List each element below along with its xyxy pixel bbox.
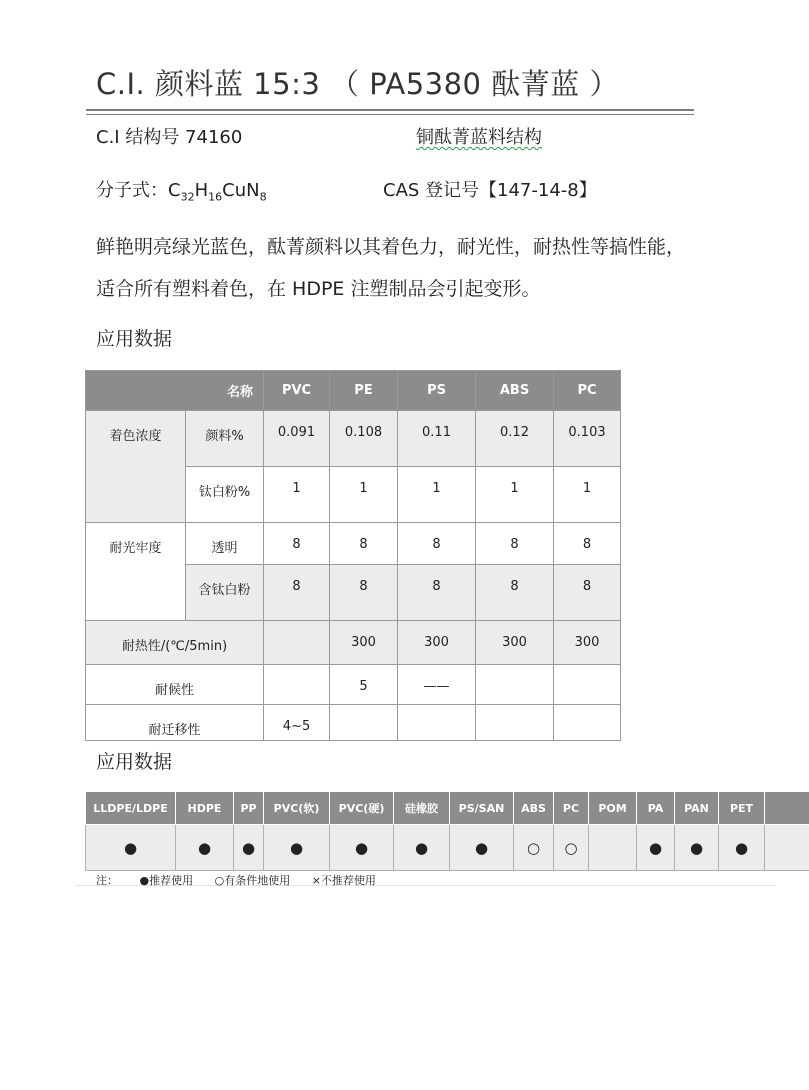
section-title-2: 应用数据 [96, 751, 173, 773]
table-cell [264, 665, 330, 705]
legend-not-recommended: ×不推荐使用 [311, 874, 376, 887]
formula-h-sub: 16 [208, 190, 223, 204]
formula-c: C [168, 180, 181, 201]
formula-cu: Cu [222, 180, 247, 201]
header-name: 名称 [86, 371, 264, 411]
table-cell [765, 825, 809, 871]
table-cell: ● [637, 825, 675, 871]
header-cell: LLDPE/LDPE [86, 792, 176, 825]
table-cell: 8 [264, 523, 330, 565]
table-cell: 0.091 [264, 411, 330, 467]
table-cell: 1 [476, 467, 554, 523]
header-cell: PVC [264, 371, 330, 411]
table-cell: 300 [554, 621, 621, 665]
table-cell: 8 [476, 565, 554, 621]
table-row [86, 825, 809, 871]
formula-prefix: 分子式： [96, 180, 168, 201]
table-cell: 0.108 [330, 411, 398, 467]
pigment-label: 颜料% [186, 411, 264, 467]
molecular-formula [96, 176, 267, 204]
page-title: C.I. 颜料蓝 15:3 （ PA5380 酞菁蓝 ） [96, 67, 619, 101]
table-cell: 1 [398, 467, 476, 523]
header-cell: PE [330, 371, 398, 411]
table-cell: 0.12 [476, 411, 554, 467]
applicability-table [85, 791, 809, 871]
legend-note [96, 872, 394, 888]
table-cell: 8 [330, 523, 398, 565]
table-cell [264, 621, 330, 665]
header-cell: POM [589, 792, 637, 825]
table-cell: 5 [330, 665, 398, 705]
structure-label: 铜酞菁蓝料结构 [416, 127, 542, 148]
heat-label: 耐热性/(℃/5min) [86, 621, 264, 665]
table-cell [398, 705, 476, 741]
table-cell: ● [234, 825, 264, 871]
table-cell [554, 705, 621, 741]
table-cell: 4~5 [264, 705, 330, 741]
table-cell: 8 [554, 565, 621, 621]
table-cell: ● [675, 825, 719, 871]
table-cell: ● [176, 825, 234, 871]
table-cell: 8 [398, 565, 476, 621]
table-cell [554, 665, 621, 705]
performance-table [85, 370, 621, 741]
table-cell [476, 705, 554, 741]
table-cell: 8 [398, 523, 476, 565]
table-row [86, 665, 621, 705]
table-cell: ○ [514, 825, 554, 871]
table-row [86, 523, 621, 565]
formula-c-sub: 32 [180, 190, 195, 204]
header-cell: ABS [476, 371, 554, 411]
header-cell: PAN [675, 792, 719, 825]
table-cell: 1 [264, 467, 330, 523]
table-cell: 8 [476, 523, 554, 565]
description: 鲜艳明亮绿光蓝色，酞菁颜料以其着色力，耐光性，耐热性等搞性能，适合所有塑料着色，在 HDPE 注塑制品会引起变形。 [96, 236, 686, 300]
weather-label: 耐候性 [86, 665, 264, 705]
table-cell: ● [719, 825, 765, 871]
header-cell: PS/SAN [450, 792, 514, 825]
cas-number: CAS 登记号【147-14-8】 [383, 180, 597, 201]
header-cell: PC [554, 371, 621, 411]
table-cell: ● [450, 825, 514, 871]
table-row [86, 621, 621, 665]
title-divider-thin [86, 114, 694, 115]
with-tio2-label: 含钛白粉 [186, 565, 264, 621]
header-cell: PVC(硬) [330, 792, 394, 825]
formula-n-sub: 8 [259, 190, 267, 204]
formula-n: N [246, 180, 260, 201]
header-cell: PC [554, 792, 589, 825]
table-cell: —— [398, 665, 476, 705]
legend-conditional: ○有条件地使用 [214, 874, 291, 887]
table-row [86, 705, 621, 741]
table-cell: 1 [554, 467, 621, 523]
table-cell: 1 [330, 467, 398, 523]
table-cell [589, 825, 637, 871]
tio2-label: 钛白粉% [186, 467, 264, 523]
tinting-label: 着色浓度 [86, 411, 186, 523]
table-cell: 300 [398, 621, 476, 665]
table-cell: ● [264, 825, 330, 871]
header-cell: HDPE [176, 792, 234, 825]
table-cell: 8 [330, 565, 398, 621]
table-header-row [86, 792, 809, 825]
table-cell: 8 [264, 565, 330, 621]
table-header-row [86, 371, 621, 411]
table-cell: 0.11 [398, 411, 476, 467]
table-cell [476, 665, 554, 705]
header-cell: PA [637, 792, 675, 825]
header-cell: PVC(软) [264, 792, 330, 825]
table-cell: 0.103 [554, 411, 621, 467]
transparent-label: 透明 [186, 523, 264, 565]
migration-label: 耐迁移性 [86, 705, 264, 741]
table-row [86, 411, 621, 467]
header-cell: PET [719, 792, 765, 825]
header-cell: ABS [514, 792, 554, 825]
legend-recommended: ●推荐使用 [139, 874, 194, 887]
table-cell: ● [394, 825, 450, 871]
table-cell: ○ [554, 825, 589, 871]
header-cell: 硅橡胶 [394, 792, 450, 825]
table-cell [330, 705, 398, 741]
table-cell: 8 [554, 523, 621, 565]
table-cell: 300 [476, 621, 554, 665]
header-cell: PP [234, 792, 264, 825]
table-cell: 300 [330, 621, 398, 665]
section-title-1: 应用数据 [96, 328, 173, 350]
header-cell [765, 792, 809, 825]
formula-h: H [194, 180, 209, 201]
title-divider-thick [86, 109, 694, 111]
legend-label: 注： [96, 874, 118, 887]
table-cell: ● [86, 825, 176, 871]
ci-number: C.I 结构号 74160 [96, 127, 243, 148]
table-cell: ● [330, 825, 394, 871]
header-cell: PS [398, 371, 476, 411]
lightfast-label: 耐光牢度 [86, 523, 186, 621]
